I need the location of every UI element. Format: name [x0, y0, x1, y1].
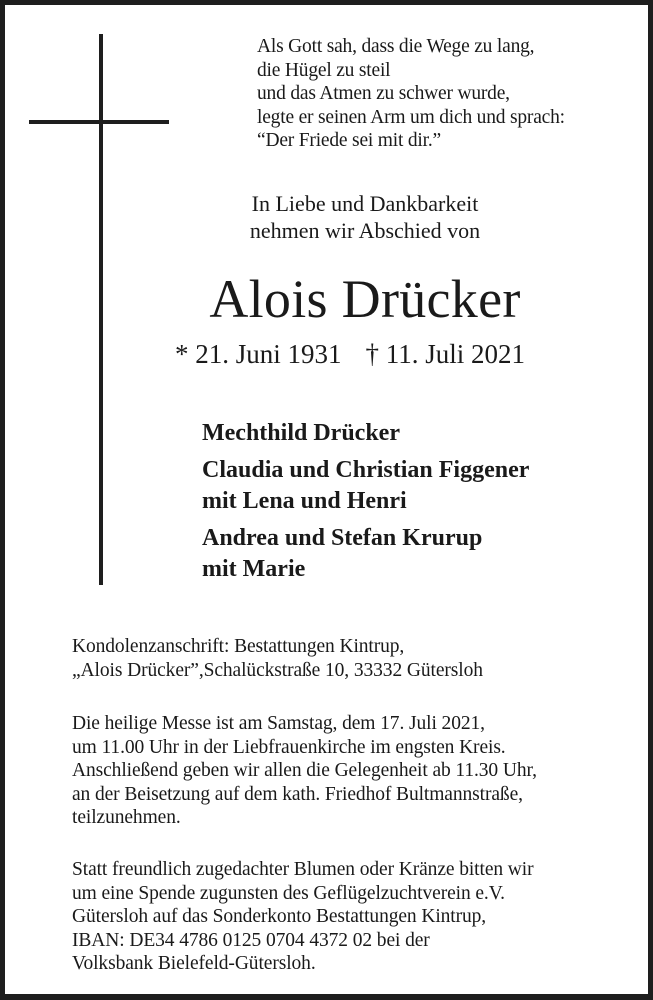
intro-text	[175, 190, 555, 244]
mourner-line: mit Lena und Henri	[202, 488, 407, 514]
poem-line: die Hügel zu steil	[257, 59, 391, 81]
text-line: an der Beisetzung auf dem kath. Friedhof Bultmannstraße,	[72, 783, 523, 805]
poem-line: Als Gott sah, dass die Wege zu lang,	[257, 36, 535, 57]
death-date: † 11. Juli 2021	[365, 339, 526, 369]
text-line: Kondolenzanschrift: Bestattungen Kintrup,	[72, 636, 405, 657]
cross-icon-horizontal-bar	[29, 120, 169, 124]
text-line: IBAN: DE34 4786 0125 0704 4372 02 bei der	[72, 929, 430, 951]
text-line: Statt freundlich zugedachter Blumen oder Kränze bitten wir	[72, 859, 534, 880]
mourner-group	[202, 418, 529, 449]
mourner-line: Claudia und Christian Figgener	[202, 457, 530, 483]
life-dates	[175, 338, 525, 370]
text-line: teilzunehmen.	[72, 807, 181, 828]
deceased-name: Alois Drücker	[209, 269, 521, 329]
poem-line: und das Atmen zu schwer wurde,	[257, 83, 510, 104]
condolence-address	[72, 635, 483, 682]
mourner-line: Mechthild Drücker	[202, 420, 400, 446]
donation-information	[72, 858, 534, 976]
poem-line: legte er seinen Arm um dich und sprach:	[257, 106, 565, 128]
mourner-line: Andrea und Stefan Krurup	[202, 525, 483, 551]
intro-line: In Liebe und Dankbarkeit	[251, 191, 479, 216]
text-line: „Alois Drücker”,Schalückstraße 10, 33332 Gütersloh	[72, 659, 483, 681]
mourners-list	[202, 418, 529, 591]
cross-icon-vertical-bar	[99, 34, 103, 585]
text-line: Anschließend geben wir allen die Gelegenheit ab 11.30 Uhr,	[72, 760, 537, 781]
mourner-line: mit Marie	[202, 556, 306, 582]
mourner-group	[202, 455, 529, 517]
text-line: Gütersloh auf das Sonderkonto Bestattungen Kintrup,	[72, 906, 487, 927]
text-line: um eine Spende zugunsten des Geflügelzuchtverein e.V.	[72, 882, 505, 904]
poem-line: “Der Friede sei mit dir.”	[257, 130, 441, 151]
text-line: Die heilige Messe ist am Samstag, dem 17. Juli 2021,	[72, 713, 485, 734]
intro-line: nehmen wir Abschied von	[249, 218, 481, 243]
obituary-notice	[5, 5, 648, 994]
text-line: um 11.00 Uhr in der Liebfrauenkirche im engsten Kreis.	[72, 736, 506, 758]
mourner-group	[202, 523, 529, 585]
text-line: Volksbank Bielefeld-Gütersloh.	[72, 953, 316, 974]
birth-date: * 21. Juni 1931	[175, 339, 342, 369]
poem	[257, 35, 565, 153]
mass-information	[72, 712, 537, 830]
